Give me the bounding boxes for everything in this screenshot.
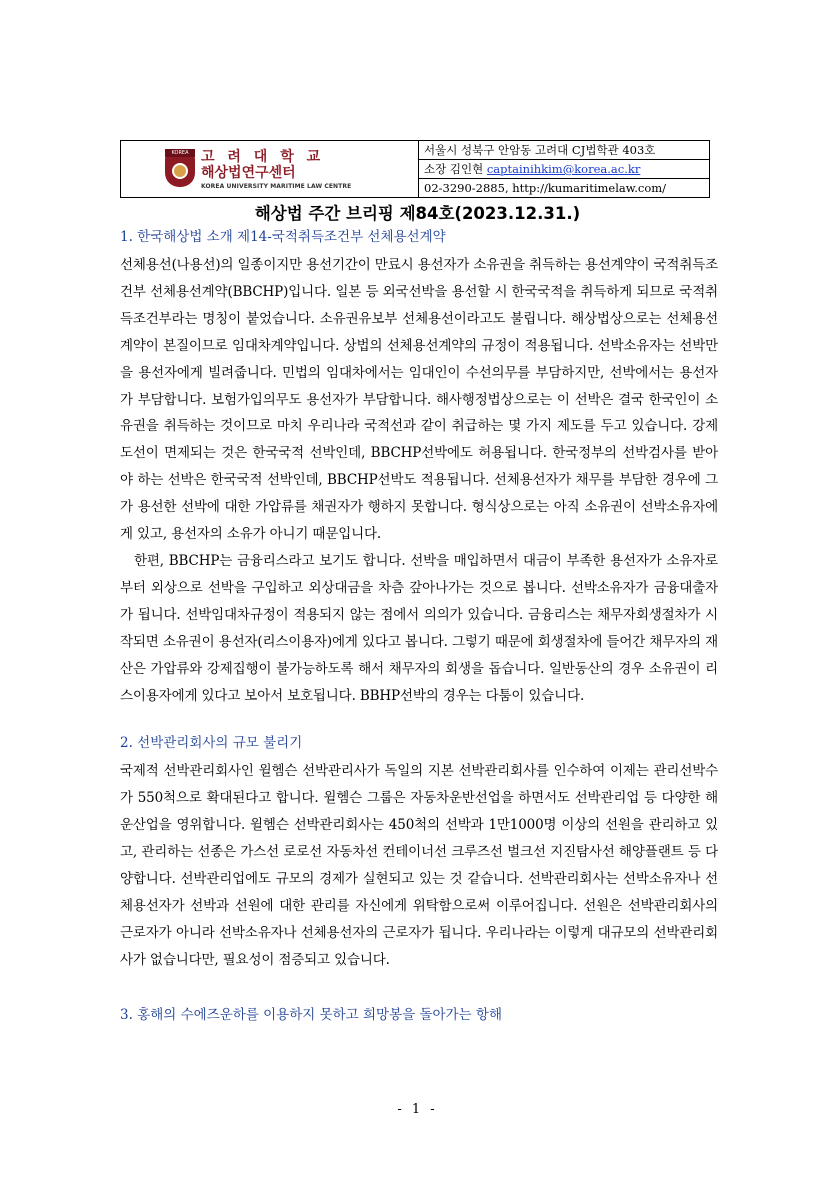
section-3-heading: 3. 홍해의 수에즈운하를 이용하지 못하고 희망봉을 돌아가는 항해 — [120, 1006, 502, 1023]
email-link[interactable]: captainihkim@korea.ac.kr — [486, 162, 641, 176]
phone-web-line: 02-3290-2885, http://kumaritimelaw.com/ — [424, 181, 667, 195]
briefing-title: 해상법 주간 브리핑 제84호(2023.12.31.) — [254, 204, 581, 223]
section-1-heading: 1. 한국해상법 소개 제14-국적취득조건부 선체용선계약 — [120, 229, 446, 245]
document-body — [120, 222, 718, 1030]
section-2-paragraph-1: 국제적 선박관리회사인 윌헴슨 선박관리사가 독일의 지본 선박관리회사를 인수하여 이제는 관리선박수가 550척으로 확대된다고 합니다. 윌헴슨 그룹은 자동차운반선업을 하면서도 선박관리업 등 다양한 해운산업을 영위합니다. 윌헴슨 선박관리회사는 450척의 선박과 1만1000명 이상의 선원을 관리하고 있고, 관리하는 선종은 가스선 로로선 자동차선 컨테이너선 크루즈선 벌크선 지진탐사선 해양플랜트 등 다양합니다. 선박관리업에도 규모의 경제가 실현되고 있는 것 같습니다. 선박관리회사는 선박소유자나 선체용선자가 선박과 선원에 대한 관리를 자신에게 위탁함으로써 이루어집니다. 선원은 선박관리회사의 근로자가 아니라 선박소유자나 선체용선자의 근로자가 됩니다. 우리나라는 이렇게 대규모의 선박관리회사가 없습니다만, 필요성이 점증되고 있습니다. — [120, 763, 718, 968]
page-number: - 1 - — [397, 1102, 438, 1117]
contact-info — [419, 141, 709, 197]
crest-band-text: KOREA — [165, 149, 195, 157]
center-logo — [121, 141, 419, 197]
center-name: 해상법연구센터 — [201, 164, 296, 181]
director-name: 소장 김인현 — [424, 162, 487, 176]
director-line — [419, 160, 709, 179]
letterhead — [120, 140, 710, 198]
section-2-heading: 2. 선박관리회사의 규모 불리기 — [120, 735, 303, 752]
university-name: 고 려 대 학 교 — [201, 148, 325, 165]
center-name-english: KOREA UNIVERSITY MARITIME LAW CENTRE — [201, 182, 352, 190]
university-crest-icon — [165, 149, 195, 189]
section-1-paragraph-2: 한편, BBCHP는 금융리스라고 보기도 합니다. 선박을 매입하면서 대금이 부족한 용선자가 소유자로부터 외상으로 선박을 구입하고 외상대금을 차츰 갚아나가는 것으로 봅니다. 선박소유자가 금융대출자가 됩니다. 선박임대차규정이 적용되지 않는 점에서 의의가 있습니다. 금융리스는 채무자회생절차가 시작되면 소유권이 용선자(리스이용자)에게 있다고 봅니다. 그렇기 때문에 회생절차에 들어간 채무자의 재산은 가압류와 강제집행이 불가능하도록 해서 채무자의 회생을 돕습니다. 일반동산의 경우 소유권이 리스이용자에게 있다고 보아서 보호됩니다. BBHP선박의 경우는 다툼이 있습니다. — [120, 552, 718, 704]
address-line: 서울시 성북구 안암동 고려대 CJ법학관 403호 — [419, 141, 709, 160]
section-1-paragraph-1: 선체용선(나용선)의 일종이지만 용선기간이 만료시 용선자가 소유권을 취득하는 용선계약이 국적취득조건부 선체용선계약(BBCHP)입니다. 일본 등 외국선박을 용선할 시 한국국적을 취득하게 되므로 국적취득조건부라는 명칭이 붙었습니다. 소유권유보부 선체용선이라고도 불립니다. 해상법상으로는 선체용선계약이 본질이므로 임대차계약입니다. 상법의 선체용선계약의 규정이 적용됩니다. 선박소유자는 선박만을 용선자에게 빌려줍니다. 민법의 임대차에서는 임대인이 수선의무를 부담하지만, 선박에서는 용선자가 부담합니다. 보험가입의무도 용선자가 부담합니다. 해사행정법상으로는 이 선박은 결국 한국인이 소유권을 취득하는 것이므로 마치 우리나라 국적선과 같이 취급하는 몇 가지 제도를 두고 있습니다. 강제도선이 면제되는 것은 한국국적 선박인데, BBCHP선박에도 허용됩니다. 한국정부의 선박검사를 받아야 하는 선박은 한국국적 선박인데, BBCHP선박도 적용됩니다. 선체용선자가 채무를 부담한 경우에 그가 용선한 선박에 대한 가압류를 채권자가 행하지 못합니다. 형식상으로는 아직 소유권이 선박소유자에게 있고, 용선자의 소유가 아니기 때문입니다. — [120, 257, 718, 543]
